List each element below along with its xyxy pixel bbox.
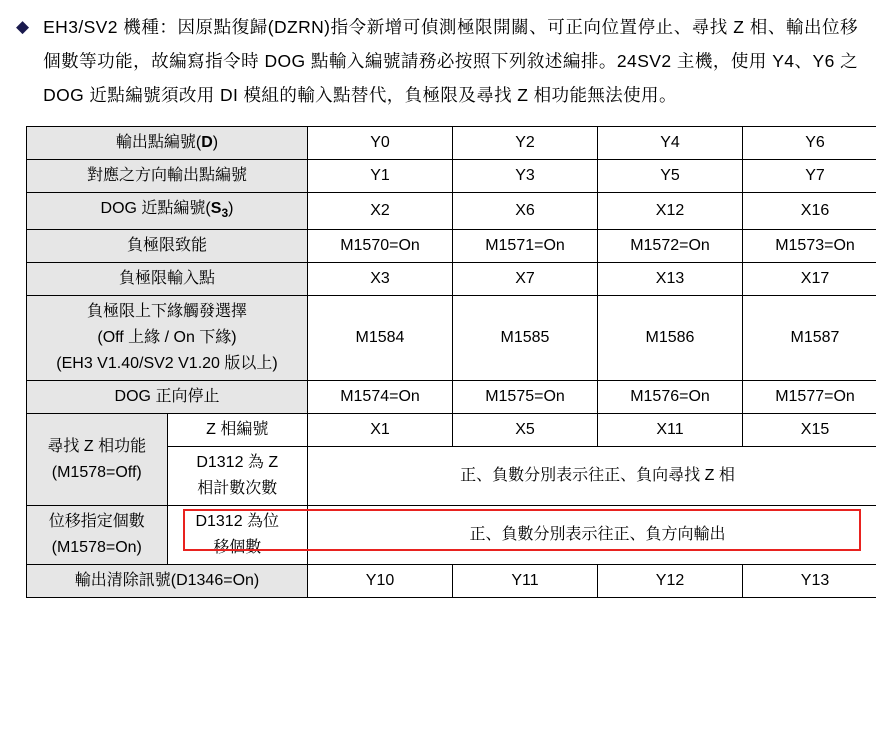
label-line: 負極限上下緣觸發選擇: [86, 303, 247, 321]
row-label: 輸出點編號(D): [27, 127, 308, 160]
row-label: 負極限輸入點: [27, 263, 308, 296]
cell-value: Y4: [598, 127, 743, 160]
cell-value: M1573=On: [743, 230, 876, 263]
label-line: (M1578=Off): [51, 463, 142, 481]
cell-value: X15: [743, 414, 876, 447]
table-row: [27, 381, 876, 414]
cell-value: Y6: [743, 127, 876, 160]
cell-value: X6: [453, 193, 598, 230]
label-line: (EH3 V1.40/SV2 V1.20 版以上): [56, 355, 278, 373]
cell-value: X5: [453, 414, 598, 447]
cell-value: Y10: [308, 565, 453, 598]
table-row: [27, 127, 876, 160]
table-row-zphase-number: [27, 414, 876, 447]
label-line: 尋找 Z 相功能: [47, 437, 147, 455]
cell-value: Y1: [308, 160, 453, 193]
cell-value: X13: [598, 263, 743, 296]
row-label: DOG 近點編號$(S_3)$: [27, 193, 308, 230]
zphase-label: [27, 414, 168, 506]
spec-table: [26, 126, 876, 598]
cell-value: Y3: [453, 160, 598, 193]
cell-value: M1587: [743, 296, 876, 381]
label-line: D1312 為 Z: [196, 454, 279, 472]
table-row: [27, 230, 876, 263]
cell-value: M1575=On: [453, 381, 598, 414]
cell-value: M1584: [308, 296, 453, 381]
row-label: [27, 296, 308, 381]
cell-value: X11: [598, 414, 743, 447]
cell-value: Y7: [743, 160, 876, 193]
cell-value: Y13: [743, 565, 876, 598]
table-row: [27, 263, 876, 296]
cell-value: X12: [598, 193, 743, 230]
zphase-sub-label: [167, 447, 308, 506]
cell-value: M1574=On: [308, 381, 453, 414]
cell-value: X1: [308, 414, 453, 447]
cell-value: X17: [743, 263, 876, 296]
intro-text: EH3/SV2 機種：因原點復歸(DZRN)指令新增可偵測極限開關、可正向位置停止、尋找 Z 相、輸出位移個數等功能，故編寫指令時 DOG 點輸入編號請務必按照下列敘述編排。24SV2 主機，使用 Y4、Y6 之 DOG 近點編號須改用 DI 模組的輸入點替代，負極限及尋找 Z 相功能無法使用。: [43, 17, 858, 105]
cell-value: M1571=On: [453, 230, 598, 263]
shift-label: [27, 506, 168, 565]
intro-paragraph: [0, 0, 876, 112]
cell-value: Y12: [598, 565, 743, 598]
row-label: 負極限致能: [27, 230, 308, 263]
cell-value: M1570=On: [308, 230, 453, 263]
label-line: D1312 為位: [195, 513, 280, 531]
table-row: [27, 193, 876, 230]
row-label: 輸出清除訊號(D1346=On): [27, 565, 308, 598]
table-row: [27, 296, 876, 381]
cell-value: M1577=On: [743, 381, 876, 414]
cell-value: M1586: [598, 296, 743, 381]
cell-value: M1572=On: [598, 230, 743, 263]
spec-table-wrapper: [0, 112, 876, 598]
cell-span-text: 正、負數分別表示往正、負方向輸出: [308, 506, 876, 565]
table-row: [27, 565, 876, 598]
cell-span-text: 正、負數分別表示往正、負向尋找 Z 相: [308, 447, 876, 506]
cell-value: M1585: [453, 296, 598, 381]
label-line: 相計數次數: [197, 480, 278, 498]
label-line: 位移指定個數: [48, 513, 145, 531]
cell-value: Y11: [453, 565, 598, 598]
cell-value: Y2: [453, 127, 598, 160]
cell-value: Y5: [598, 160, 743, 193]
label-line: (M1578=On): [51, 539, 142, 557]
label-line: 移個數: [213, 539, 262, 557]
cell-value: X7: [453, 263, 598, 296]
cell-value: X3: [308, 263, 453, 296]
table-row: [27, 160, 876, 193]
cell-value: Y0: [308, 127, 453, 160]
cell-value: X16: [743, 193, 876, 230]
shift-sub-label: [167, 506, 308, 565]
row-label: DOG 正向停止: [27, 381, 308, 414]
label-line: (Off 上緣 / On 下緣): [97, 329, 237, 347]
zphase-sub-label: Z 相編號: [167, 414, 308, 447]
row-label: 對應之方向輸出點編號: [27, 160, 308, 193]
cell-value: M1576=On: [598, 381, 743, 414]
cell-value: X2: [308, 193, 453, 230]
table-row-shift: [27, 506, 876, 565]
bullet-icon: ◆: [16, 17, 30, 36]
